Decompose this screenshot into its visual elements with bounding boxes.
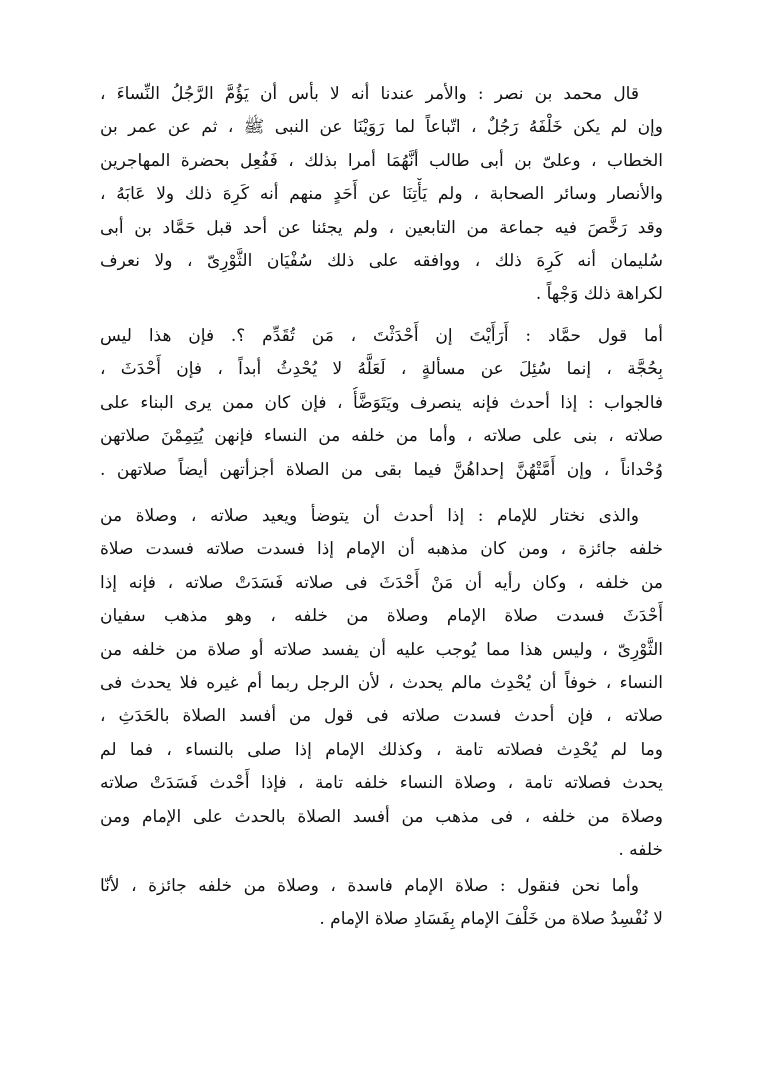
text-line: أما قول حمَّاد : أَرَأَيْتَ إن أَحْدَثْتَ ، مَن تُقَدِّم ؟. فإن هذا ليس <box>100 326 663 346</box>
text-line: سُليمان أنه كَرِهَ ذلك ، ووافقه على ذلك سُفْيَان الثَّوْرِىّ ، ولا نعرف <box>100 250 663 271</box>
text-line: صلاته ، بنى على صلاته ، وأما من خلفه من النساء فإنهن يُتِمِمْنَ صلاتهن <box>100 426 663 447</box>
text-line: النساء ، خوفاً أن يُحْدِث مالم يحدث ، لأن الرجل ربما أم غيره فلا يحدث فى <box>100 672 663 693</box>
paragraph-1 <box>100 78 663 312</box>
text-line: وصلاة من خلفه ، فى مذهب من أفسد الصلاة بالحدث على الإمام ومن <box>100 806 663 827</box>
paragraph-3 <box>100 500 663 867</box>
text-line: خلفه جائزة ، ومن كان مذهبه أن الإمام إذا فسدت صلاته فسدت صلاة <box>100 539 663 560</box>
text-line: بِحُجَّة ، إنما سُئِلَ عن مسألةٍ ، لَعَلَّهُ لا يُحْدِثُ أبداً ، فإن أَحْدَثَ ، <box>100 359 663 380</box>
text-line: خلفه . <box>618 839 663 860</box>
text-line: قال محمد بن نصر : والأمر عندنا أنه لا بأس أن يَؤُمَّ الرَّجُلُ النِّساءَ ، <box>100 84 639 104</box>
text-line: وأما نحن فنقول : صلاة الإمام فاسدة ، وصلاة من خلفه جائزة ، لأنّا <box>100 876 639 896</box>
text-line: الخطاب ، وعلىّ بن أبى طالب أنَّهُمَا أمرا بذلك ، فَفُعِل بحضرة المهاجرين <box>100 150 663 171</box>
text-line: صلاته ، فإن أحدث فسدت صلاته فى قول من أفسد الصلاة بالحَدَثِ ، <box>100 706 663 727</box>
text-line: الثَّوْرِىّ ، وليس هذا مما يُوجب عليه أن يفسد صلاته أو صلاة من خلفه من <box>100 639 663 660</box>
paragraph-2 <box>100 320 663 487</box>
text-line: أَحْدَثَ فسدت صلاة الإمام وصلاة من خلفه ، وهو مذهب سفيان <box>100 606 663 627</box>
text-line: يحدث فصلاته تامة ، وصلاة النساء خلفه تامة ، فإذا أَحْدث فَسَدَتْ صلاته <box>100 773 663 794</box>
text-line: وما لم يُحْدِث فصلاته تامة ، وكذلك الإمام إذا صلى بالنساء ، فما لم <box>100 739 663 760</box>
text-line: والأنصار وسائر الصحابة ، ولم يَأْتِنَا عن أَحَدٍ منهم أنه كَرِهَ ذلك ولا عَابَهُ ، <box>100 184 663 205</box>
text-line: فالجواب : إذا أحدث فإنه ينصرف ويَتَوَضَّأُ ، فإن كان ممن يرى البناء على <box>100 392 663 413</box>
text-line: وُحْداناً ، وإن أَمَّتْهُنَّ إحداهُنَّ فيما بقى من الصلاة أجزأتهن أيضاً صلاتهن . <box>100 459 663 480</box>
text-line: وإن لم يكن خَلْفَهُ رَجُلٌ ، اتّباعاً لما رَوَيْنَا عن النبى ﷺ ، ثم عن عمر بن <box>100 117 663 138</box>
text-line: والذى نختار للإمام : إذا أحدث أن يتوضأ ويعيد صلاته ، وصلاة من <box>100 506 639 526</box>
text-line: من خلفه ، وكان رأيه أن مَنْ أَحْدَثَ فى صلاته فَسَدَتْ صلاته ، فإنه إذا <box>100 572 663 593</box>
text-line: وقد رَخَّصَ فيه جماعة من التابعين ، ولم يجئنا عن أحد قبل حَمَّاد بن أبى <box>100 217 663 238</box>
paragraph-4 <box>100 870 663 937</box>
text-line: لا نُفْسِدُ صلاة من خَلْفَ الإمام بِفَسَادِ صلاة الإمام . <box>319 909 663 930</box>
text-line: لكراهة ذلك وَجْهاً . <box>535 284 663 305</box>
